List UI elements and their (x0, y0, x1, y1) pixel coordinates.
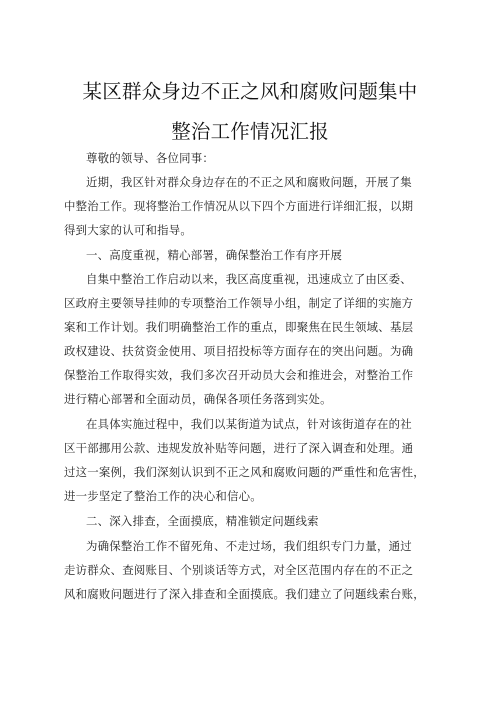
section-1-para-1-line-1: 自集中整治工作启动以来，我区高度重视，迅速成立了由区委、 (86, 272, 412, 286)
section-2-para-1-line-3: 风和腐败问题进行了深入排查和全面摸底。我们建立了问题线索台账， (64, 587, 425, 601)
intro-line-2: 中整治工作。现将整治工作情况从以下四个方面进行详细汇报，以期 (64, 199, 414, 213)
section-1-para-1-line-5: 保整治工作取得实效，我们多次召开动员大会和推进会，对整治工作 (64, 368, 414, 382)
document-title-line-2: 整治工作情况汇报 (171, 120, 329, 143)
section-1-para-1-line-6: 进行精心部署和全面动员，确保各项任务落到实处。 (64, 392, 332, 406)
document-title-line-1: 某区群众身边不正之风和腐败问题集中 (82, 80, 418, 103)
section-2-para-1-line-1: 为确保整治工作不留死角、不走过场，我们组织专门力量，通过 (86, 539, 412, 553)
section-1-para-2-line-1: 在具体实施过程中，我们以某街道为试点，针对该街道存在的社 (86, 417, 412, 431)
intro-line-1: 近期，我区针对群众身边存在的不正之风和腐败问题，开展了集 (86, 175, 412, 189)
section-1-para-1-line-3: 案和工作计划。我们明确整治工作的重点，即聚焦在民生领域、基层 (64, 320, 414, 334)
intro-line-3: 得到大家的认可和指导。 (64, 223, 193, 237)
section-1-para-2-line-2: 区干部挪用公款、违规发放补贴等问题，进行了深入调查和处理。通 (64, 441, 414, 455)
section-1-heading: 一、高度重视，精心部署，确保整治工作有序开展 (86, 248, 343, 262)
section-2-heading: 二、深入排查，全面摸底，精准锁定问题线索 (86, 514, 319, 528)
salutation: 尊敬的领导、各位同事： (86, 151, 215, 165)
section-1-para-1-line-2: 区政府主要领导挂帅的专项整治工作领导小组，制定了详细的实施方 (64, 296, 414, 310)
section-1-para-2-line-4: 进一步坚定了整治工作的决心和信心。 (64, 489, 262, 503)
section-1-para-1-line-4: 政权建设、扶贫资金使用、项目招投标等方面存在的突出问题。为确 (64, 344, 414, 358)
section-1-para-2-line-3: 过这一案例，我们深刻认识到不正之风和腐败问题的严重性和危害性， (64, 465, 425, 479)
section-2-para-1-line-2: 走访群众、查阅账目、个别谈话等方式，对全区范围内存在的不正之 (64, 563, 414, 577)
